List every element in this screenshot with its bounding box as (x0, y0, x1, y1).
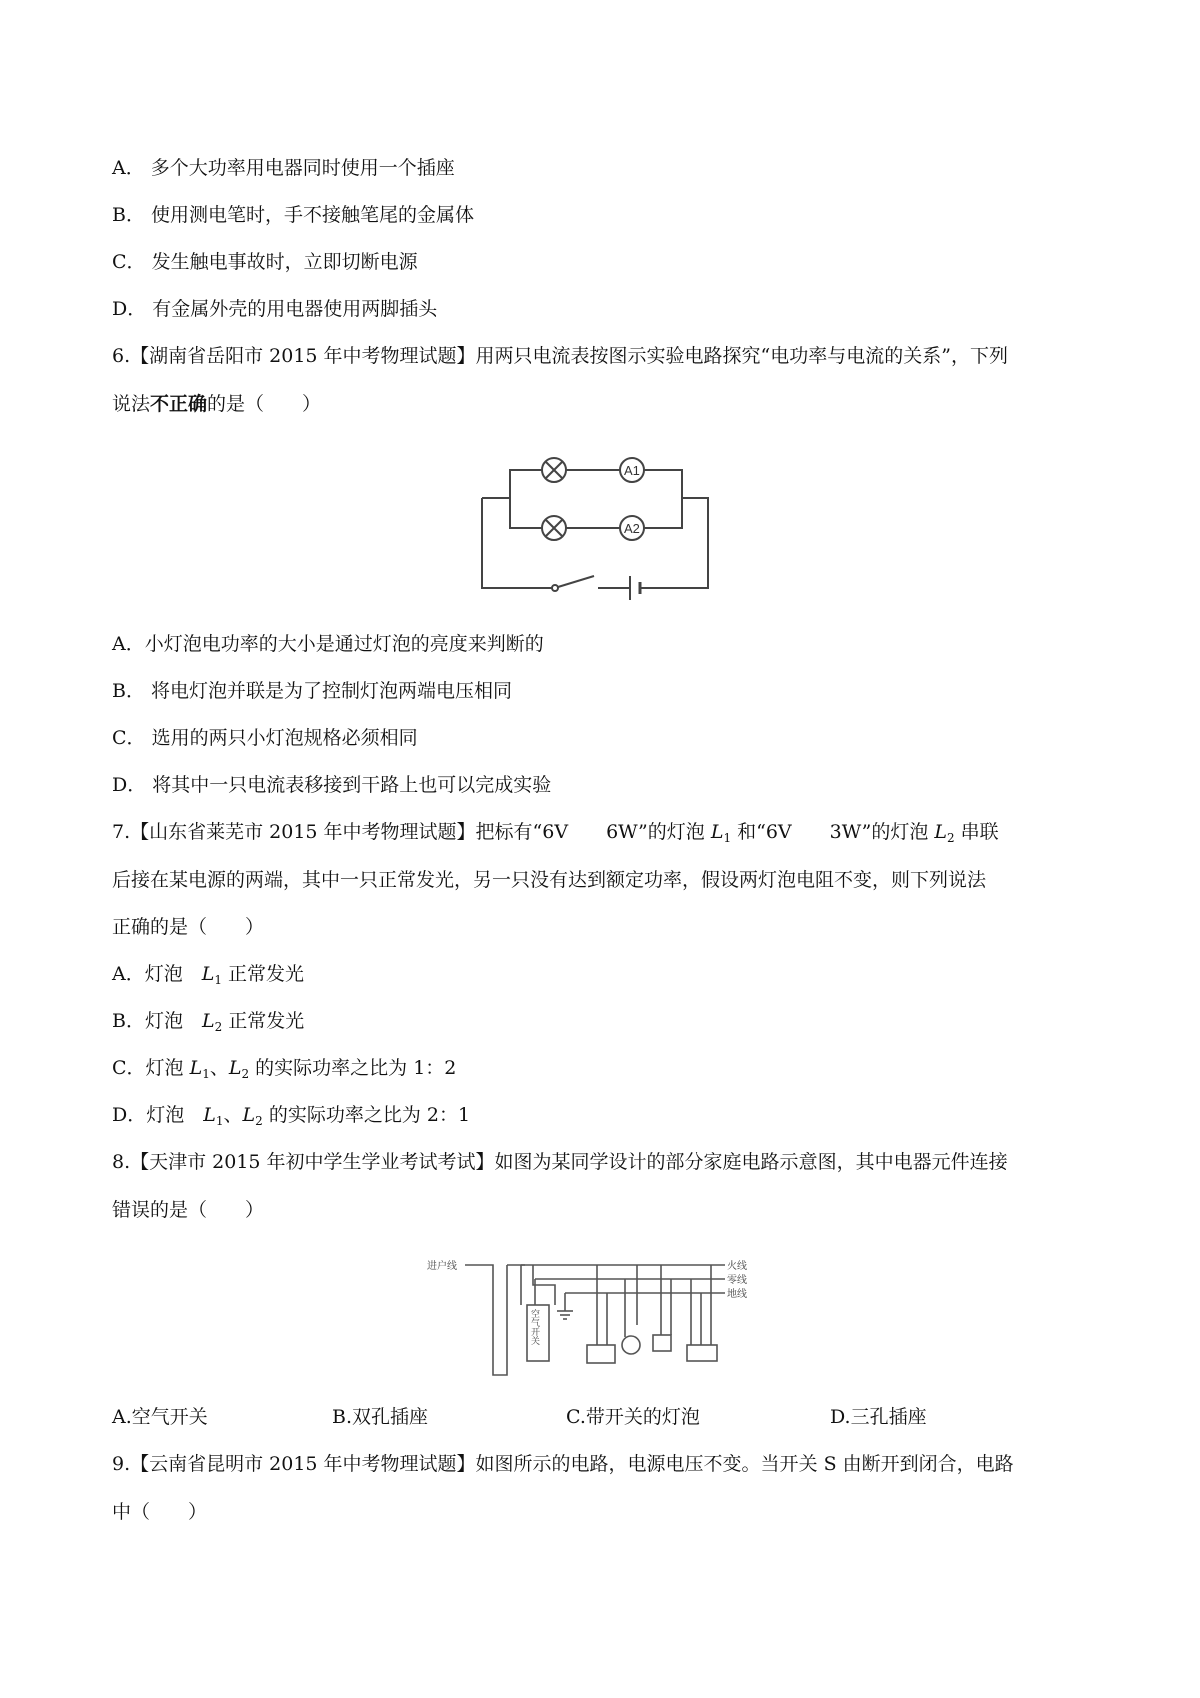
q6-circuit-diagram (470, 440, 720, 600)
q5-option-a: A． 多个大功率用电器同时使用一个插座 (112, 157, 455, 179)
q7-option-b: B．灯泡 $L_2$ 正常发光 (112, 1010, 305, 1034)
ground-wire-label: 地线 (727, 1289, 747, 1300)
q8-stem-line1: 8.【天津市 2015 年初中学生学业考试考试】如图为某同学设计的部分家庭电路示意图，其中电器元件连接 (112, 1151, 1008, 1173)
q8-option-b: B.双孔插座 (332, 1406, 429, 1428)
q7-stem-line2: 后接在某电源的两端，其中一只正常发光，另一只没有达到额定功率，假设两灯泡电阻不变，则下列说法 (112, 869, 987, 891)
q9-stem-line2: 中（ ） (112, 1501, 208, 1523)
q9-stem-line1: 9.【云南省昆明市 2015 年中考物理试题】如图所示的电路，电源电压不变。当开关 S 由断开到闭合，电路 (112, 1453, 1014, 1475)
breaker-label: 空气开关 (529, 1309, 539, 1345)
q7-stem-line1: 7.【山东省莱芜市 2015 年中考物理试题】把标有“6V 6W”的灯泡 $L_1$ 和“6V 3W”的灯泡 $L_2$ 串联 (112, 821, 999, 845)
q5-option-c: C． 发生触电事故时，立即切断电源 (112, 251, 418, 273)
q8-stem-line2: 错误的是（ ） (112, 1199, 265, 1221)
q8-option-c: C.带开关的灯泡 (566, 1406, 700, 1428)
q7-option-c: C．灯泡 $L_1$、$L_2$ 的实际功率之比为 1：2 (112, 1057, 457, 1081)
q7-option-d: D．灯泡 $L_1$、$L_2$ 的实际功率之比为 2：1 (112, 1104, 471, 1128)
q8-option-d: D.三孔插座 (830, 1406, 927, 1428)
q6-stem-line2: 说法不正确的是（ ） (112, 393, 322, 415)
q6-option-b: B． 将电灯泡并联是为了控制灯泡两端电压相同 (112, 680, 513, 702)
q5-option-d: D． 有金属外壳的用电器使用两脚插头 (112, 298, 438, 320)
q5-option-b: B． 使用测电笔时，手不接触笔尾的金属体 (112, 204, 475, 226)
ammeter-2-label: A2 (624, 521, 640, 536)
neutral-wire-label: 零线 (727, 1275, 747, 1286)
q6-stem-line1: 6.【湖南省岳阳市 2015 年中考物理试题】用两只电流表按图示实验电路探究“电功率与电流的关系”，下列 (112, 345, 1008, 367)
q7-option-a: A．灯泡 $L_1$ 正常发光 (112, 963, 305, 987)
q8-option-a: A.空气开关 (112, 1406, 208, 1428)
q6-option-d: D． 将其中一只电流表移接到干路上也可以完成实验 (112, 774, 552, 796)
q7-stem-line3: 正确的是（ ） (112, 916, 265, 938)
q6-emphasis: 不正确 (150, 393, 208, 415)
ammeter-1-label: A1 (624, 463, 640, 478)
live-wire-label: 火线 (727, 1261, 747, 1272)
q6-option-c: C． 选用的两只小灯泡规格必须相同 (112, 727, 418, 749)
q6-option-a: A．小灯泡电功率的大小是通过灯泡的亮度来判断的 (112, 633, 544, 655)
q8-household-circuit-diagram (425, 1245, 785, 1385)
entry-line-label: 进户线 (427, 1261, 457, 1272)
